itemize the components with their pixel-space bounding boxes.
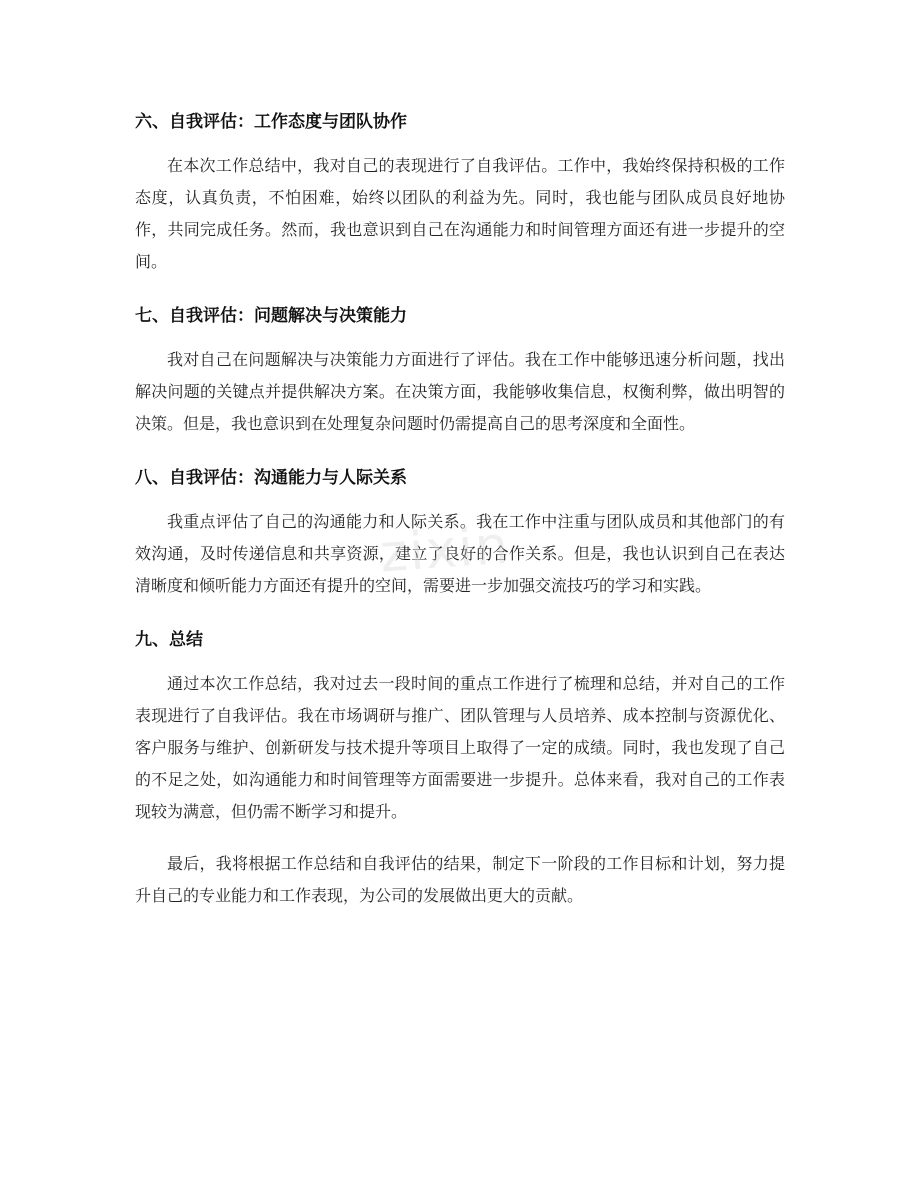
section-heading: 六、自我评估：工作态度与团队协作: [135, 112, 407, 132]
section-9: [135, 622, 785, 912]
section-paragraph: 最后，我将根据工作总结和自我评估的结果，制定下一阶段的工作目标和计划，努力提升自己的专业能力和工作表现，为公司的发展做出更大的贡献。: [135, 854, 785, 905]
section-8: [135, 460, 785, 602]
section-paragraph: 通过本次工作总结，我对过去一段时间的重点工作进行了梳理和总结，并对自己的工作表现进行了自我评估。我在市场调研与推广、团队管理与人员培养、成本控制与资源优化、客户服务与维护、创新研发与技术提升等项目上取得了一定的成绩。同时，我也发现了自己的不足之处，如沟通能力和时间管理等方面需要进一步提升。总体来看，我对自己的工作表现较为满意，但仍需不断学习和提升。: [135, 674, 785, 821]
section-heading: 九、总结: [135, 630, 203, 650]
document-body: [135, 104, 785, 932]
section-7: [135, 298, 785, 440]
section-paragraph: 我对自己在问题解决与决策能力方面进行了评估。我在工作中能够迅速分析问题，找出解决问题的关键点并提供解决方案。在决策方面，我能够收集信息，权衡利弊，做出明智的决策。但是，我也意识到在处理复杂问题时仍需提高自己的思考深度和全面性。: [135, 350, 785, 433]
section-paragraph: 在本次工作总结中，我对自己的表现进行了自我评估。工作中，我始终保持积极的工作态度，认真负责，不怕困难，始终以团队的利益为先。同时，我也能与团队成员良好地协作，共同完成任务。然而，我也意识到自己在沟通能力和时间管理方面还有进一步提升的空间。: [135, 156, 785, 271]
section-paragraph: 我重点评估了自己的沟通能力和人际关系。我在工作中注重与团队成员和其他部门的有效沟通，及时传递信息和共享资源，建立了良好的合作关系。但是，我也认识到自己在表达清晰度和倾听能力方面还有提升的空间，需要进一步加强交流技巧的学习和实践。: [135, 512, 785, 595]
section-heading: 七、自我评估：问题解决与决策能力: [135, 306, 407, 326]
section-heading: 八、自我评估：沟通能力与人际关系: [135, 468, 407, 488]
section-6: [135, 104, 785, 278]
watermark: zixin: [378, 515, 512, 585]
